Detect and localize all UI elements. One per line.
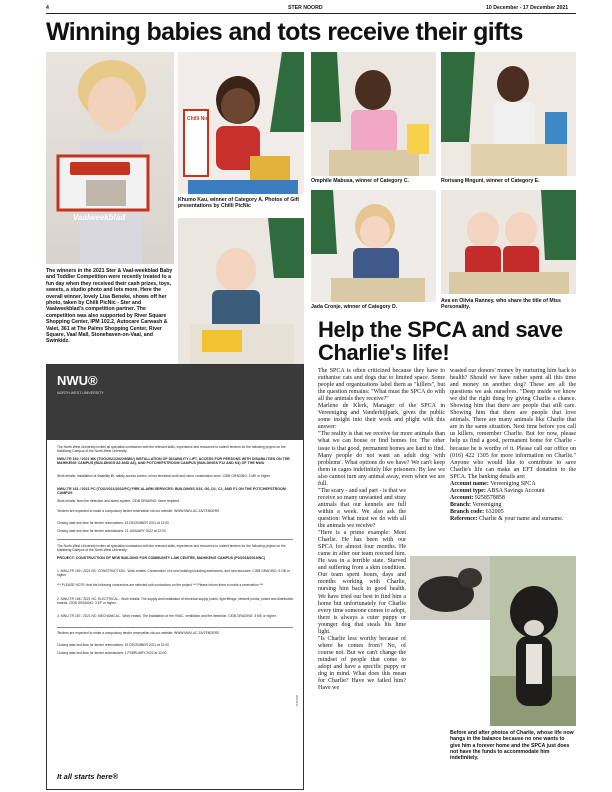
- nwu-logo-subtitle: NORTH-WEST UNIVERSITY: [57, 391, 104, 395]
- ad-tender-157: 3. NWU-TR 157 / 2021 NC: MECHANICAL - Work entails: The installation of the HVAC, ventilation and fire detection. CIDB GRADING: 3 ME or higher.: [57, 614, 277, 618]
- ad-closing-sub-1: Closing date and time for tender submissions: 21 JANUARY 2022 at 12:00: [57, 529, 166, 533]
- photo-charlie-before: [410, 556, 490, 620]
- spca-headline: Help the SPCA and save Charlie's life!: [318, 317, 563, 365]
- nwu-logo: NWU®: [57, 373, 98, 388]
- bank-row: Branch: Vereeniging: [450, 501, 502, 508]
- ad-closing-res-2: Closing date and time for tender reservations: 15 DECEMBER 2021 at 12:00: [57, 643, 169, 647]
- khumo-illustration: [178, 52, 304, 194]
- ad-tender-161: NWU-TR 161 / 2021 PC (TOO/2021/2022/PC) FIRE ALARM SERVICES: BUILDINGS G16, G6, D1, C1, AND F1 ON THE POTCHEFSTROOM CAMPUS: [57, 487, 286, 496]
- ava-olivia-illustration: [441, 190, 576, 294]
- spca-paragraph: "The reality is that we receive far more animals than what we can house or find homes for. The other issue is that good, permanent homes are hard to find. Many people do not want an adult dog 'with problems'. What options do we have? We can't keep them in cages indefinitely like prisoners. By law we also cannot turn any animal away, even when we are full.: [318, 431, 445, 487]
- vaalweekblad-sign-text: Vaalweekblad: [73, 213, 126, 222]
- charlie-before-illustration: [410, 556, 490, 620]
- caption-rorisang: Rorisang Mnguni, winner of Category E.: [441, 178, 540, 184]
- caption-ava-olivia: Ava en Olivia Ranney, who share the title of Miss Personality.: [441, 298, 561, 311]
- photo-luca: [178, 218, 304, 366]
- header-rule: [46, 13, 576, 14]
- ad-reference-code: 05049 R: [295, 695, 299, 707]
- photo-ava-olivia: [441, 190, 576, 294]
- photo-jada: [311, 190, 436, 302]
- photo-khumo: [178, 52, 304, 194]
- photo-omphile: [311, 52, 436, 176]
- ad-tender-162: NWU-TR 162 / 2021 MK (TOO/2021/2022/NWU) INSTALLATION OF DISABILITY LIFT, ACCESS FOR PERSONS WITH DISABILITIES ON THE MAHIKENG CAMPUS (BUILDINGS A3 AND A6), AND POTCHEFSTROOM CAMPUS (BUILDINGS F12 AND N1) OF THE NWU: [57, 457, 290, 466]
- issue-date: 10 December - 17 December 2021: [486, 5, 569, 11]
- chilli-picnic-banner-text: Chilli Nic: [187, 116, 209, 122]
- spca-paragraph: Marlene de Klerk, Manager of the SPCA in Vereeniging and Vanderbijlpark, gives the public some insight into their work and plight with this answer:: [318, 403, 445, 431]
- ad-divider-1: [57, 539, 293, 540]
- banking-details: [450, 481, 576, 523]
- photo-lisa-winner: [46, 52, 174, 264]
- luca-illustration: [178, 218, 304, 366]
- ad-reservation-2: Tenders are expected to make a compulsory tender reservation via our website: WWW.NWU.AC.ZA/TENDERS: [57, 631, 220, 635]
- rorisang-illustration: [441, 52, 576, 176]
- ad-closing-sub-2: Closing date and time for tender submissions: 1 FEBRUARY 2022 at 12:00: [57, 651, 167, 655]
- spca-column-2: [450, 368, 576, 523]
- ad-slogan: It all starts here®: [57, 772, 118, 781]
- page-number: 4: [46, 5, 49, 11]
- bank-row: Account: 9258578858: [450, 494, 505, 501]
- bank-row: Account type: ABSA Savings Account: [450, 487, 545, 494]
- spca-column-1: [318, 368, 445, 692]
- headline: Winning babies and tots receive their gifts: [46, 18, 523, 46]
- photo-rorisang: [441, 52, 576, 176]
- spca-paragraph: wasted our donors' money by nurturing him back to health? Should we have rather spent all this time and money on another dog? These are all the questions we ask ourselves. "Deep inside we know we did the right thing by giving Charlie a chance. Showing him that there are people that still care. Showing him that there are people that love animals. There are many animals like Charlie that are in the same situation. Next time before you call us killers, remember Charlie. But for now, please help us find a good, permanent home for Charlie - because he is worthy of it. Please call our office on (016) 422 1305 for more information on Charlie." Anyone who would like to contribute to save Charlie's life can make an EFT donation to the SPCA. The banking details are:: [450, 368, 576, 480]
- nwu-tender-advert: [46, 364, 304, 790]
- spca-paragraph: The SPCA is often criticized because they have to euthanise cats and dogs due to limited space. Some people and organizations label them as "killers", but the question remains: "What must the SPCA do with all the animals they receive?": [318, 368, 445, 403]
- ad-tender-158: 2. NWU-TR 158 / 2021 NC: ELECTRICAL - Work entails: The supply and installation of electrical supply points, light fittings, network points, power and distribution boards. CIDB GRADING: 3 EP or higher: [57, 597, 294, 606]
- caption-khumo: Khumo Kau, winner of Category A. Photos of Gift presentations by Chilli PicNic: [178, 197, 300, 210]
- jada-illustration: [311, 190, 436, 302]
- ad-reservation-1: Tenders are expected to make a compulsory tender reservation via our website: WWW.NWU.AC.ZA/TENDERS: [57, 509, 220, 513]
- omphile-illustration: [311, 52, 436, 176]
- publication-name: STER NOORD: [288, 5, 323, 11]
- spca-paragraph: "Here is a prime example: Meet Charlie. He has been with our SPCA for almost four months. He came in after our team rescued him. He was in a terrible state. Starved and suffering from a skin condition. Our team spent hours, days and months working with Charlie, nursing him back to good health. We have tried our best to find him a home but unfortunately for Charlie every time someone comes to adopt, there is always a cuter puppy or younger dog that steals his lime light.: [318, 530, 406, 635]
- spca-paragraph: "The scary - and sad part - is that we receive so many unwanted and stray animals that our kennels are full within a week. We also ask the question: What must we do with all the animals we receive?: [318, 487, 406, 530]
- ad-intro-2: The North-West University invites all specialist contractors with the relevant skills, experience and resources to submit tenders for the following project on the Mahikeng Campus of the North-West University:: [57, 544, 286, 553]
- charlie-after-illustration: [490, 556, 576, 726]
- caption-main-story: The winners in the 2021 Ster & Vaal-weekblad Baby and Toddler Competition were recently treated to a fun day when they received their cash prizes, toys, sweets, a studio photo and lots more. Here the overall winner, lovely Lisa Beneke, shows off her photo, taken by Chilli PicNic - Ster and Vaalweekblad's competition partner. The competition was also supported by River Square Shopping Center, IPM 102.2, Autocare Carwash & Valet, 361 at The Palms Shopping Center, River Square, Vaal Mall, Stonehaven-on-Vaal, and Swinkidz.: [46, 268, 173, 345]
- ad-closing-res-1: Closing date and time for tender reservations: 15 DECEMBER 2021 at 12:00: [57, 521, 169, 525]
- ad-tender-159: 1. NWU-TR 159 / 2021 NC: CONSTRUCTION - Work entails: Construction of a new building including earthworks, and new structure. CIDB GRADING: 5 GB or higher: [57, 569, 290, 578]
- ad-work-162: Work entails: Installation of disability lift, safety access control, minor electrical work and minor construction work. CIDB GRADING: 3 ME or higher: [57, 474, 271, 478]
- bank-row: Account name: Vereeniging SPCA: [450, 480, 536, 487]
- caption-omphile: Omphile Mabusa, winner of Category C.: [311, 178, 410, 184]
- bank-row: Reference: Charlie & your name and surname.: [450, 515, 564, 522]
- ad-work-161: Work entails: New fire detection and alarm system. CIDB GRADING: None required.: [57, 499, 180, 503]
- girl-illustration: [46, 52, 174, 264]
- caption-charlie: Before and after photos of Charlie, whose life now hangs in the balance because no one wants to give him a forever home and the SPCA just does not have the funds to accommodate him indefinitely.: [450, 730, 574, 762]
- bank-row: Branch code: 632005: [450, 508, 504, 515]
- caption-jada: Jada Cronje, winner of Category D.: [311, 304, 398, 310]
- ad-divider-2: [57, 627, 293, 628]
- ad-intro-1: The North-West University invites all specialist contractors with the relevant skills, experience and resources to submit tenders for the following project on the Mahikeng Campus of the North-West University:: [57, 445, 286, 454]
- ad-note: *** PLEASE NOTE: that the following contractors are selected sub-contractors on the project *** Please inform them to make a reservation ***: [57, 583, 264, 587]
- photo-charlie-after: [490, 556, 576, 726]
- spca-paragraph: "Is Charlie less worthy because of where he comes from? No, of course not. But we can't change the mindset of people that come to adopt and have a specific puppy or dog in mind. What does this mean for Charlie? Have we failed him? Have we: [318, 635, 406, 692]
- ad-project: PROJECT: CONSTRUCTION OF NEW BUILDING FOR COMMUNITY LAW CENTRE, MAHIKENG CAMPUS (P0/2018/2019/NC): [57, 556, 265, 560]
